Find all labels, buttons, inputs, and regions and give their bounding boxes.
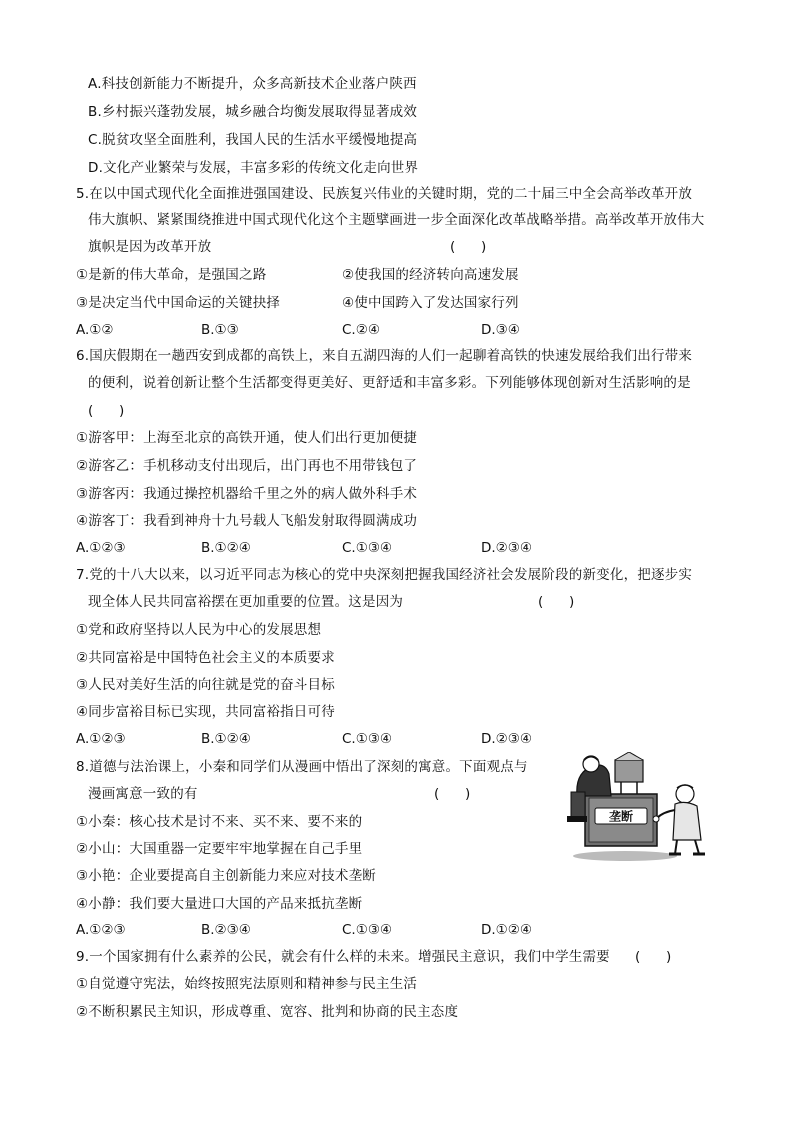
q8-choice-c: C.①③④ [342,922,393,938]
monopoly-cartoon-illustration [565,752,715,864]
q7-answer-bracket: ( ) [538,594,575,610]
q8-stem-line-2: 漫画寓意一致的有 [88,786,198,802]
q6-item-4: ④游客丁：我看到神舟十九号载人飞船发射取得圆满成功 [76,513,418,529]
q7-stem-line-2: 现全体人民共同富裕摆在更加重要的位置。这是因为 [88,594,404,610]
q4-option-d: D.文化产业繁荣与发展，丰富多彩的传统文化走向世界 [88,160,419,176]
q8-stem-line-1: 8.道德与法治课上，小秦和同学们从漫画中悟出了深刻的寓意。下面观点与 [76,759,528,775]
cartoon-treasure-chest [615,760,643,782]
q6-stem-line-2: 的便利，说着创新让整个生活都变得更美好、更舒适和丰富多彩。下列能够体现创新对生活影响的是 [88,375,691,391]
cartoon-shadow [573,851,677,861]
q7-item-1: ①党和政府坚持以人民为中心的发展思想 [76,622,322,638]
q5-item-3: ③是决定当代中国命运的关键抉择 [76,295,281,311]
q6-choice-d: D.②③④ [481,540,532,556]
q5-choice-b: B.①③ [201,322,239,338]
q9-stem-line-1: 9.一个国家拥有什么素养的公民，就会有什么样的未来。增强民主意识，我们中学生需要 [76,949,610,965]
q5-stem-line-1: 5.在以中国式现代化全面推进强国建设、民族复兴伟业的关键时期，党的二十届三中全会高举改革开放 [76,186,693,202]
q4-option-a: A.科技创新能力不断提升，众多高新技术企业落户陕西 [88,76,417,92]
cartoon-chest-lid [615,752,643,760]
q5-choice-c: C.②④ [342,322,380,338]
q6-choice-b: B.①②④ [201,540,251,556]
q6-answer-bracket: ( ) [88,403,125,419]
q9-item-1: ①自觉遵守宪法，始终按照宪法原则和精神参与民主生活 [76,976,418,992]
q8-choice-b: B.②③④ [201,922,251,938]
cartoon-small-man-legs [675,840,699,854]
q5-stem-line-2: 伟大旗帜、紧紧围绕推进中国式现代化这个主题擘画进一步全面深化改革战略举措。高举改革开放伟大 [88,212,705,228]
q6-item-1: ①游客甲：上海至北京的高铁开通，使人们出行更加便捷 [76,430,418,446]
q5-item-1: ①是新的伟大革命，是强国之路 [76,267,267,283]
q7-choice-b: B.①②④ [201,731,251,747]
q5-choice-d: D.③④ [481,322,520,338]
q8-item-4: ④小静：我们要大量进口大国的产品来抵抗垄断 [76,896,363,912]
q7-choice-a: A.①②③ [76,731,126,747]
q7-item-4: ④同步富裕目标已实现，共同富裕指日可待 [76,704,335,720]
q9-item-2: ②不断积累民主知识，形成尊重、宽容、批判和协商的民主态度 [76,1004,459,1020]
q8-item-2: ②小山：大国重器一定要牢牢地掌握在自己手里 [76,841,363,857]
q7-stem-line-1: 7.党的十八大以来，以习近平同志为核心的党中央深刻把握我国经济社会发展阶段的新变化，把逐步实 [76,567,693,583]
q5-choice-a: A.①② [76,322,114,338]
q7-choice-c: C.①③④ [342,731,393,747]
cartoon-label-text: 垄断 [608,809,634,824]
cartoon-man-shoe [567,816,587,822]
q4-option-c: C.脱贫攻坚全面胜利，我国人民的生活水平缓慢地提高 [88,132,418,148]
q7-choice-d: D.②③④ [481,731,532,747]
q6-choice-c: C.①③④ [342,540,393,556]
cartoon-man-leg [571,792,585,818]
q6-choice-a: A.①②③ [76,540,126,556]
q6-stem-line-1: 6.国庆假期在一趟西安到成都的高铁上，来自五湖四海的人们一起聊着高铁的快速发展给我们出行带来 [76,348,693,364]
q6-item-3: ③游客丙：我通过操控机器给千里之外的病人做外科手术 [76,486,418,502]
q8-answer-bracket: ( ) [434,786,471,802]
q5-item-2: ②使我国的经济转向高速发展 [342,267,519,283]
q8-item-1: ①小秦：核心技术是讨不来、买不来、要不来的 [76,814,363,830]
q7-item-3: ③人民对美好生活的向往就是党的奋斗目标 [76,677,335,693]
q8-item-3: ③小艳：企业要提高自主创新能力来应对技术垄断 [76,868,377,884]
q5-item-4: ④使中国跨入了发达国家行列 [342,295,519,311]
q5-answer-bracket: ( ) [450,239,487,255]
cartoon-small-man-body [673,802,701,840]
q9-answer-bracket: ( ) [635,949,672,965]
q5-stem-line-3: 旗帜是因为改革开放 [88,239,212,255]
q8-choice-a: A.①②③ [76,922,126,938]
cartoon-small-man-hand [653,816,659,822]
q4-option-b: B.乡村振兴蓬勃发展，城乡融合均衡发展取得显著成效 [88,104,418,120]
q8-choice-d: D.①②④ [481,922,532,938]
q7-item-2: ②共同富裕是中国特色社会主义的本质要求 [76,650,335,666]
q6-item-2: ②游客乙：手机移动支付出现后，出门再也不用带钱包了 [76,458,418,474]
cartoon-small-man-arm [657,810,675,818]
